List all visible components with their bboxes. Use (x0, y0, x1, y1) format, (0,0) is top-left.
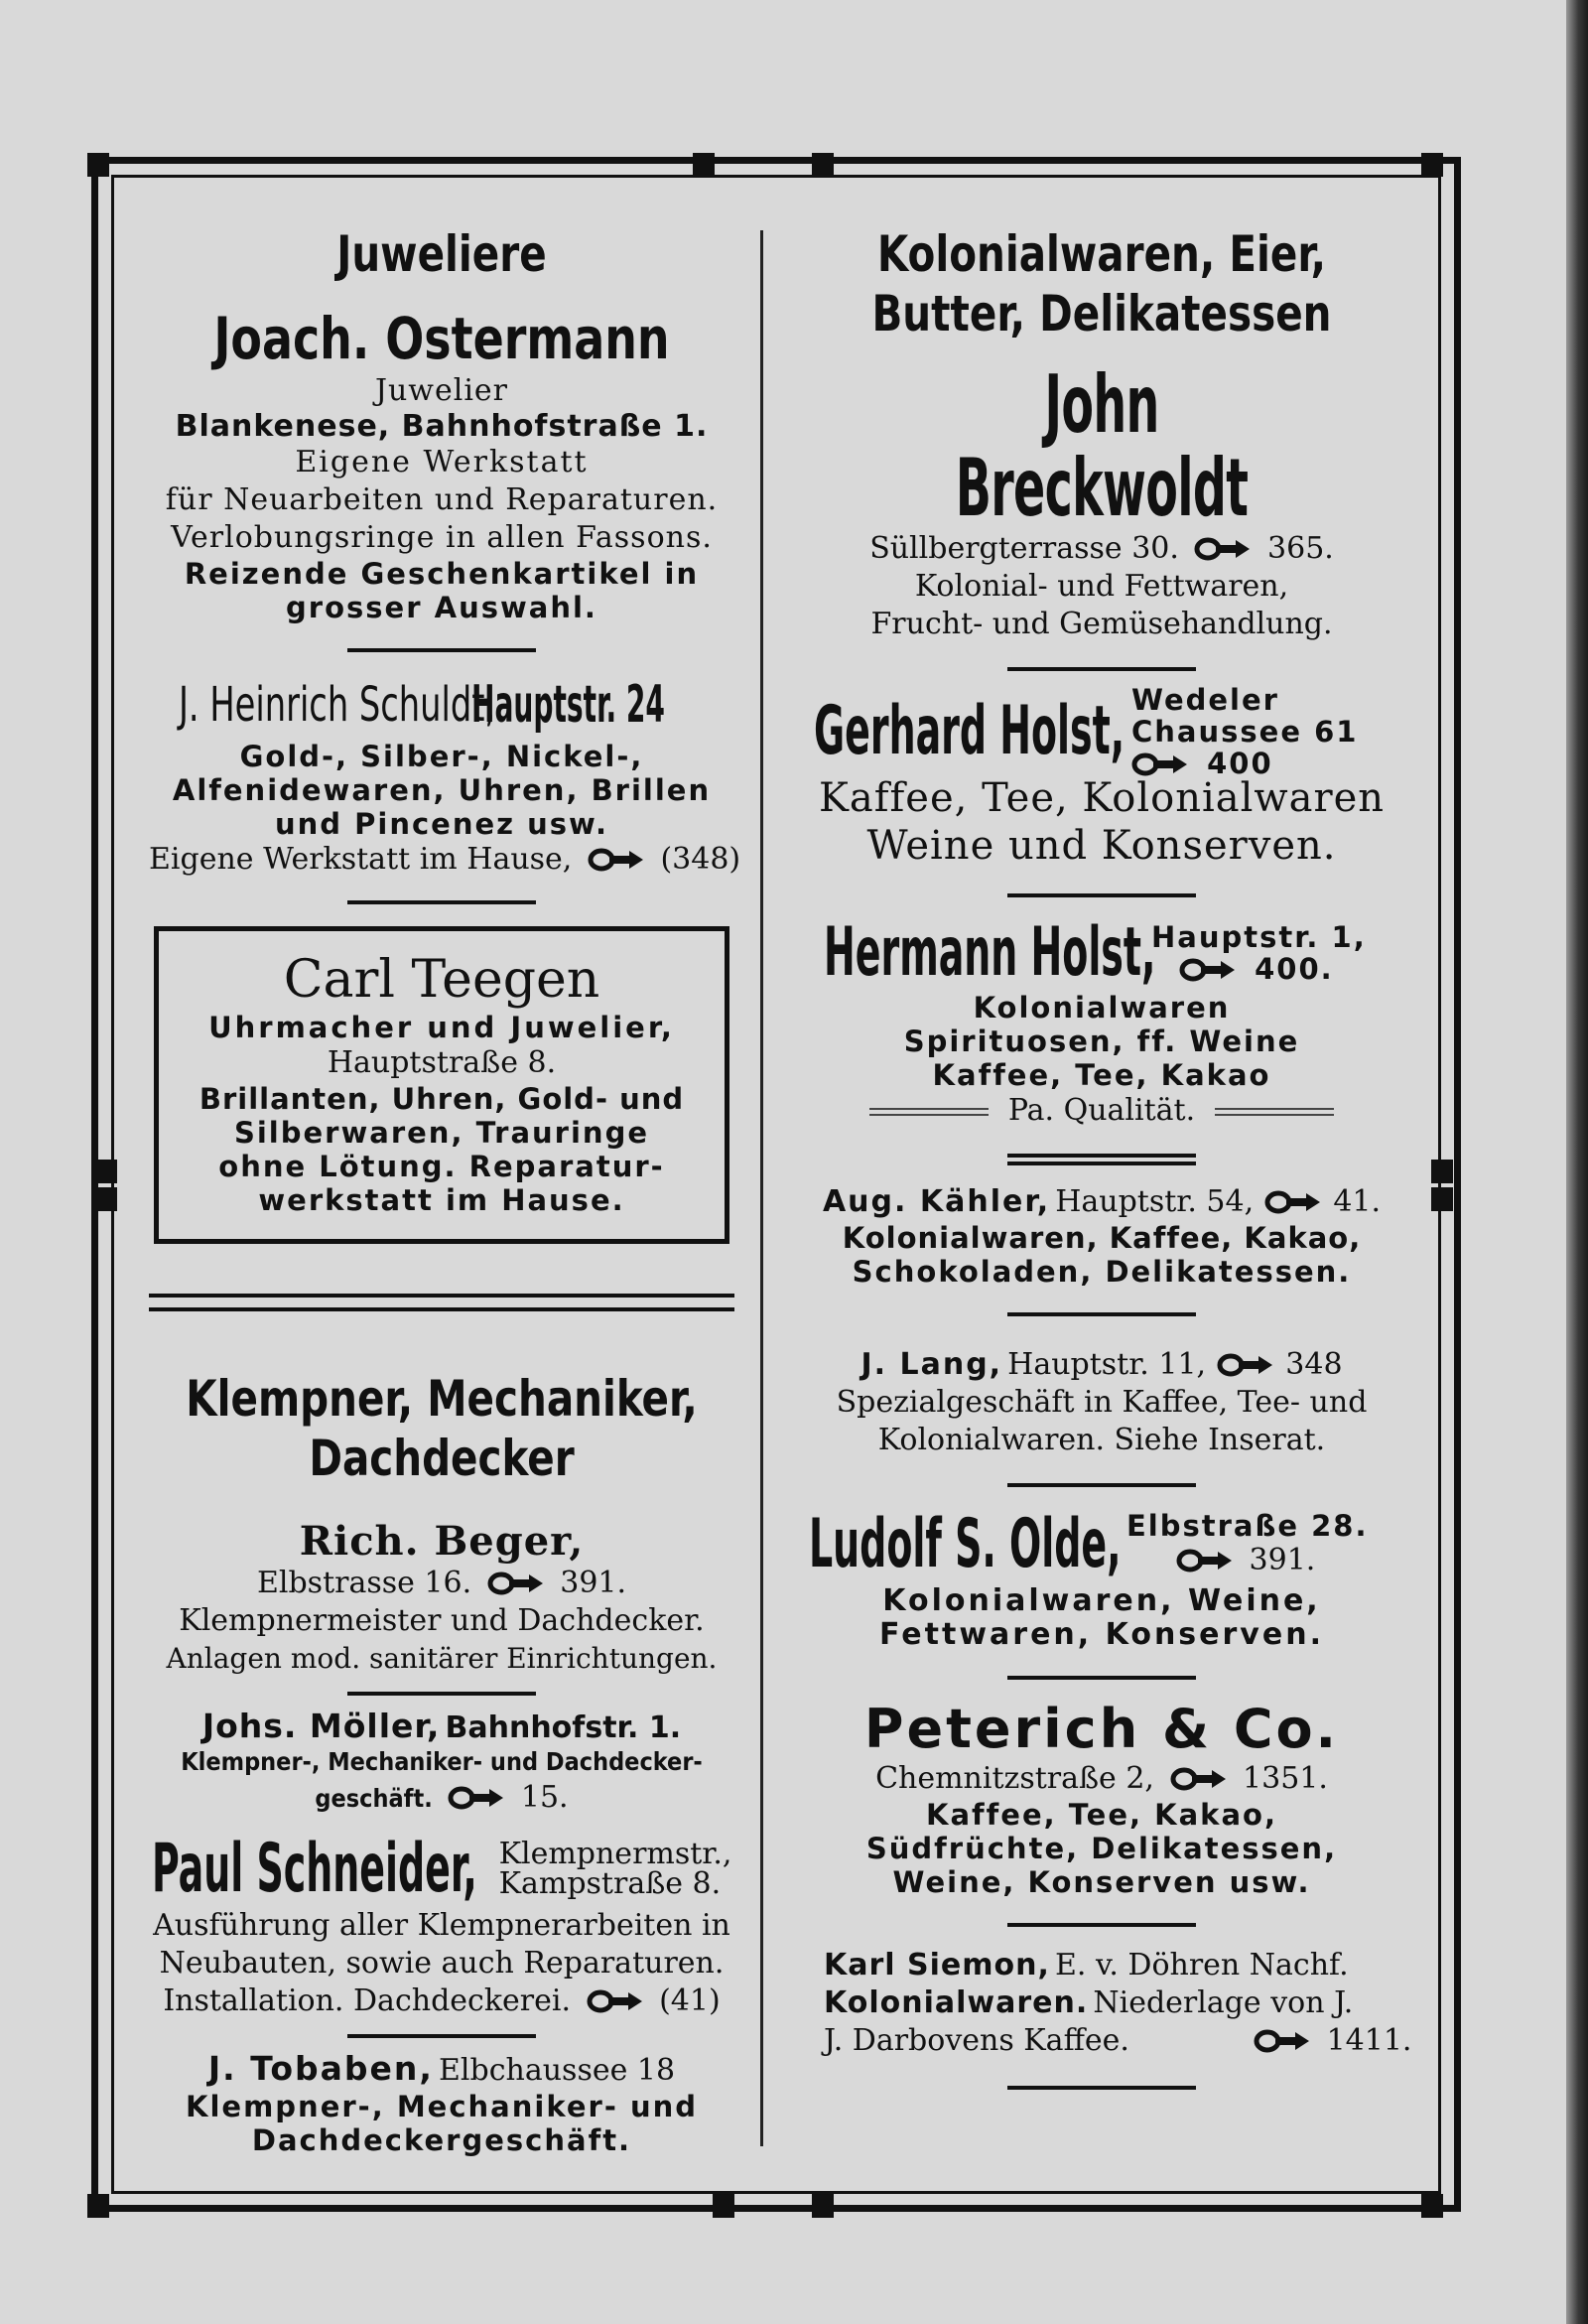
tobaben-line1: Klempner-, Mechaniker- und (186, 2090, 698, 2124)
lang-name: J. Lang, (860, 1347, 1003, 1382)
gerhard-name: Gerhard Holst, (814, 692, 1125, 770)
beger-name: Rich. Beger, (299, 1518, 585, 1566)
telephone-icon (1217, 1352, 1274, 1378)
schuldt-street: Hauptstr. 24 (471, 674, 666, 735)
schuldt-line3: und Pincenez usw. (275, 806, 608, 841)
schneider-addr1: Klempnermstr., (498, 1837, 732, 1872)
kaehler-phone: 41. (1333, 1184, 1382, 1219)
schneider-phone: (41) (659, 1983, 721, 2019)
decor-line (869, 1108, 989, 1116)
hermann-line1: Kolonialwaren (973, 991, 1231, 1025)
hermann-phone: 400. (1255, 952, 1334, 986)
peterich-line1: Kaffee, Tee, Kakao, (926, 1798, 1277, 1832)
frame-edge-knot (95, 1187, 117, 1211)
teegen-name: Carl Teegen (283, 949, 600, 1010)
beger-street: Elbstrasse 16. (256, 1566, 472, 1601)
schuldt-workshop: Eigene Werkstatt im Hause, (149, 841, 573, 877)
ostermann-name: Joach. Ostermann (213, 305, 670, 372)
schuldt-line4 (149, 841, 741, 879)
schuldt-name: J. Heinrich Schuldt, (178, 676, 496, 733)
lang-line2: Kolonialwaren. Siehe Inserat. (877, 1423, 1326, 1457)
schneider-addr2: Kampstraße 8. (498, 1866, 722, 1902)
peterich-name: Peterich & Co. (863, 1698, 1340, 1760)
double-separator (1007, 1154, 1196, 1165)
beger-line2: Anlagen mod. sanitärer Einrichtungen. (166, 1642, 718, 1676)
teegen-line1: Uhrmacher und Juwelier, (208, 1011, 675, 1045)
olde-line2: Fettwaren, Konserven. (879, 1617, 1324, 1652)
ad-schneider (149, 1832, 734, 2020)
telephone-icon (1170, 1766, 1228, 1792)
ad-teegen-box (154, 926, 729, 1244)
schuldt-line2: Alfenidewaren, Uhren, Brillen (172, 772, 712, 807)
frame-edge-knot (95, 1160, 117, 1183)
schuldt-phone: (348) (660, 841, 741, 877)
ad-lang (794, 1346, 1409, 1459)
hermann-name: Hermann Holst, (824, 913, 1156, 992)
schneider-line3: Installation. Dachdeckerei. (163, 1983, 571, 2019)
left-column (149, 218, 741, 2158)
teegen-line4: Silberwaren, Trauringe (233, 1116, 649, 1151)
telephone-icon (1176, 1548, 1234, 1573)
frame-edge-knot (713, 2194, 734, 2218)
moeller-street: Bahnhofstr. 1. (445, 1710, 682, 1746)
siemon-line2: J. Darbovens Kaffee. (824, 2023, 1129, 2058)
moeller-line1: Klempner-, Mechaniker- und Dachdecker- (181, 1747, 703, 1777)
decor-line (1215, 1108, 1334, 1116)
kaehler-street: Hauptstr. 54, (1055, 1184, 1255, 1219)
moeller-phone: 15. (520, 1780, 569, 1816)
beger-line1: Klempnermeister und Dachdecker. (179, 1603, 705, 1639)
ad-hermann-holst (794, 915, 1409, 1130)
separator (1007, 1676, 1196, 1680)
peterich-line2: Südfrüchte, Delikatessen, (865, 1832, 1338, 1865)
separator (1007, 667, 1196, 671)
gerhard-addr2: Chaussee 61 (1131, 715, 1359, 749)
telephone-icon (1254, 2028, 1311, 2054)
separator (347, 900, 536, 904)
telephone-icon (448, 1785, 505, 1811)
separator (1007, 893, 1196, 897)
gerhard-phone: 400 (1207, 747, 1273, 780)
schneider-name: Paul Schneider, (151, 1830, 477, 1909)
telephone-icon (588, 847, 645, 873)
ostermann-line1: Eigene Werkstatt (295, 444, 589, 479)
column-divider (760, 230, 763, 2146)
breckwoldt-line1: Kolonial- und Fettwaren, (914, 569, 1289, 604)
kaehler-line1: Kolonialwaren, Kaffee, Kakao, (842, 1221, 1362, 1255)
breckwoldt-line2: Frucht- und Gemüsehandlung. (870, 607, 1333, 641)
schneider-line1: Ausführung aller Klempnerarbeiten in (153, 1908, 730, 1944)
lang-line1: Spezialgeschäft in Kaffee, Tee- und (836, 1385, 1368, 1420)
ad-schuldt (149, 670, 741, 879)
frame-corner-knot (87, 2194, 109, 2218)
section-title-juweliere: Juweliere (336, 225, 547, 283)
telephone-icon (1264, 1189, 1322, 1215)
frame-edge-knot (1431, 1160, 1453, 1183)
frame-edge-knot (693, 153, 715, 177)
separator (1007, 1483, 1196, 1487)
peterich-street: Chemnitzstraße 2, (875, 1761, 1154, 1796)
frame-edge-knot (812, 153, 834, 177)
ostermann-line5: grosser Auswahl. (286, 590, 597, 624)
peterich-line3: Weine, Konserven usw. (892, 1865, 1311, 1899)
schneider-line2: Neubauten, sowie auch Reparaturen. (159, 1946, 725, 1982)
tobaben-line2: Dachdeckergeschäft. (251, 2123, 632, 2158)
frame-edge-knot (812, 2194, 834, 2218)
section-title-kolonial-2: Butter, Delikatessen (871, 285, 1332, 342)
kaehler-name: Aug. Kähler, (822, 1184, 1051, 1219)
telephone-icon (1179, 957, 1237, 983)
olde-phone: 391. (1249, 1543, 1316, 1577)
hermann-line2: Spirituosen, ff. Weine (903, 1025, 1300, 1058)
olde-line1: Kolonialwaren, Weine, (882, 1583, 1321, 1618)
breckwoldt-phone: 365. (1267, 531, 1334, 566)
moeller-line2: geschäft. (315, 1784, 433, 1814)
hermann-line4: Pa. Qualität. (1007, 1093, 1196, 1128)
ad-tobaben (149, 2049, 734, 2158)
siemon-tail: E. v. Döhren Nachf. (1054, 1948, 1349, 1982)
ad-siemon (794, 1947, 1412, 2060)
siemon-phone: 1411. (1326, 2023, 1412, 2058)
frame-corner-knot (1421, 2194, 1443, 2218)
ad-kaehler (794, 1183, 1409, 1289)
separator (1007, 1312, 1196, 1316)
separator (347, 2034, 536, 2038)
telephone-icon (487, 1571, 545, 1596)
gerhard-line2: Weine und Konserven. (866, 823, 1337, 869)
schuldt-line1: Gold-, Silber-, Nickel-, (239, 739, 644, 773)
ad-gerhard-holst (794, 683, 1409, 870)
separator (1007, 1923, 1196, 1927)
frame-corner-knot (87, 153, 109, 177)
kaehler-line2: Schokoladen, Delikatessen. (852, 1255, 1352, 1289)
olde-name: Ludolf S. Olde, (809, 1505, 1122, 1583)
tobaben-street: Elbchaussee 18 (439, 2053, 676, 2089)
frame-edge-knot (1431, 1187, 1453, 1211)
ostermann-line3: Verlobungsringe in allen Fassons. (171, 519, 713, 555)
separator (347, 1692, 536, 1696)
siemon-name: Karl Siemon, (824, 1948, 1050, 1982)
peterich-phone: 1351. (1243, 1761, 1328, 1796)
gerhard-addr1: Wedeler (1131, 683, 1279, 717)
siemon-line1: Niederlage von J. (1093, 1985, 1354, 2020)
ad-moeller (149, 1709, 734, 1818)
ostermann-line2: für Neuarbeiten und Reparaturen. (165, 481, 719, 517)
teegen-line5: ohne Lötung. Reparatur- (218, 1150, 665, 1184)
ad-olde (794, 1505, 1409, 1652)
ad-breckwoldt (794, 358, 1409, 643)
moeller-name: Johs. Möller, (201, 1707, 441, 1746)
hermann-addr1: Hauptstr. 1, (1151, 920, 1367, 954)
section-title-klempner-2: Dachdecker (309, 1430, 575, 1488)
tobaben-name: J. Tobaben, (207, 2049, 434, 2089)
siemon-line1-bold: Kolonialwaren. (824, 1985, 1089, 2020)
section-double-rule (149, 1294, 734, 1311)
gerhard-line1: Kaffee, Tee, Kolonialwaren (818, 775, 1386, 821)
teegen-line6: werkstatt im Hause. (258, 1183, 625, 1218)
hermann-line3: Kaffee, Tee, Kakao (932, 1058, 1271, 1092)
frame-corner-knot (1421, 153, 1443, 177)
separator (347, 648, 536, 652)
right-column (794, 218, 1412, 2108)
teegen-line3: Brillanten, Uhren, Gold- und (198, 1082, 685, 1117)
telephone-icon (1194, 536, 1252, 562)
ad-ostermann (149, 306, 734, 624)
telephone-icon (587, 1988, 644, 2014)
ostermann-line4: Reizende Geschenkartikel in (184, 556, 700, 591)
breckwoldt-street: Süllbergterrasse 30. (869, 531, 1179, 566)
breckwoldt-name: John Breckwoldt (955, 358, 1249, 534)
lang-phone: 348 (1285, 1347, 1343, 1382)
ad-beger (149, 1518, 734, 1678)
separator (1007, 2086, 1196, 2090)
ostermann-title: Juwelier (374, 372, 509, 408)
olde-addr1: Elbstraße 28. (1126, 1509, 1369, 1543)
beger-phone: 391. (560, 1566, 627, 1601)
teegen-line2: Hauptstraße 8. (327, 1045, 557, 1081)
ad-peterich (794, 1698, 1409, 1899)
section-title-klempner-1: Klempner, Mechaniker, (186, 1370, 698, 1429)
page-edge-shadow (1566, 0, 1588, 2324)
section-title-kolonial-1: Kolonialwaren, Eier, (876, 225, 1327, 283)
lang-street: Hauptstr. 11, (1007, 1347, 1207, 1382)
ostermann-address: Blankenese, Bahnhofstraße 1. (175, 408, 709, 444)
